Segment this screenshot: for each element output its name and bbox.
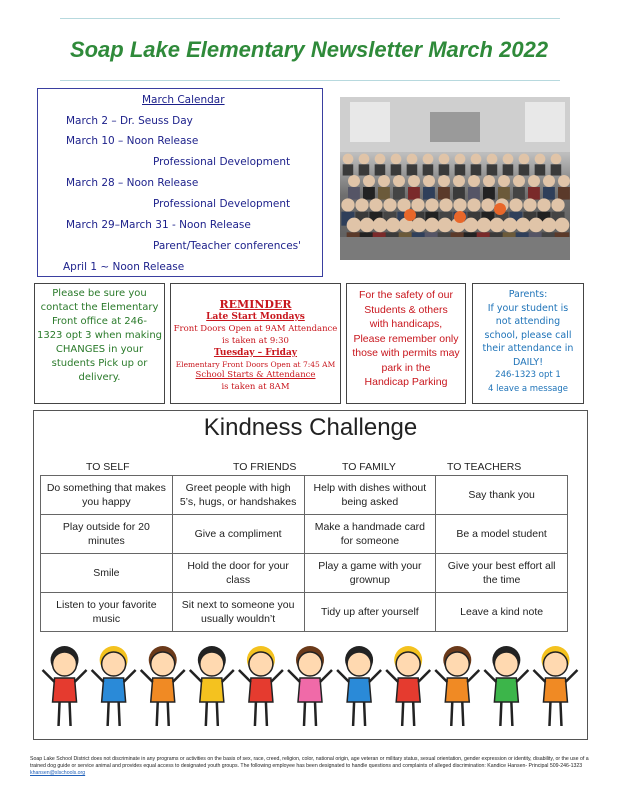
parents-line: not attending — [495, 316, 561, 327]
table-cell: Help with dishes without being asked — [304, 476, 436, 515]
students-group-photo — [340, 97, 570, 260]
pickup-line: students Pick up or — [51, 358, 148, 369]
kid-figure — [239, 646, 283, 726]
table-row — [41, 554, 568, 593]
calendar-heading: March Calendar — [142, 94, 225, 106]
handicap-line: park in the — [381, 361, 431, 374]
column-header: TO TEACHERS — [447, 461, 522, 473]
photo-illustration — [340, 97, 570, 260]
late-start-doors: Front Doors Open at 9AM Attendance — [173, 324, 338, 334]
calendar-line: March 29–March 31 - Noon Release — [66, 219, 251, 231]
table-cell: Give a compliment — [172, 515, 304, 554]
table-cell: Tidy up after yourself — [304, 593, 436, 632]
kid-figure — [337, 646, 381, 726]
handicap-line: Handicap Parking — [364, 376, 448, 388]
kid-figure — [288, 646, 332, 726]
pickup-line: Front office at 246- — [51, 316, 147, 327]
pickup-line: delivery. — [78, 372, 121, 383]
table-cell: Say thank you — [436, 476, 568, 515]
kid-figure — [484, 646, 528, 726]
column-header: TO FRIENDS — [233, 461, 297, 473]
weekday-doors: Elementary Front Doors Open at 7:45 AM — [175, 360, 336, 369]
handicap-line: with handicaps, — [369, 318, 443, 330]
late-start-attendance: is taken at 9:30 — [222, 336, 289, 346]
parents-line: 4 leave a message — [488, 383, 568, 394]
calendar-line: Parent/Teacher conferences' — [153, 240, 302, 252]
pickup-line: 1323 opt 3 when making — [36, 330, 163, 341]
table-cell: Leave a kind note — [436, 593, 568, 632]
reminder-heading: REMINDER — [219, 298, 292, 311]
footer-email-link[interactable]: khansen@slschools.org — [30, 770, 86, 776]
kindness-title: Kindness Challenge — [203, 414, 418, 441]
handicap-line: those with permits may — [352, 347, 460, 359]
pickup-notice-box — [34, 283, 165, 404]
handicap-line: Please remember only — [353, 332, 459, 345]
kindness-grid — [40, 475, 568, 632]
table-cell: Hold the door for your class — [172, 554, 304, 593]
column-header: TO FAMILY — [342, 461, 396, 473]
weekday-heading: Tuesday – Friday — [213, 348, 298, 358]
kid-figure — [141, 646, 185, 726]
calendar-line: Professional Development — [153, 198, 291, 210]
pickup-line: Please be sure you — [52, 288, 147, 299]
nondiscrimination-footer — [30, 756, 590, 777]
parents-line: DAILY! — [512, 356, 544, 368]
calendar-line: March 2 – Dr. Seuss Day — [66, 115, 193, 127]
kid-figure — [190, 646, 234, 726]
parents-line: 246-1323 opt 1 — [495, 370, 561, 380]
calendar-line: Professional Development — [153, 156, 291, 168]
pickup-line: contact the Elementary — [40, 302, 159, 313]
parents-line: their attendance in — [482, 343, 574, 354]
handicap-notice-box — [346, 283, 466, 404]
kids-illustration — [40, 640, 580, 735]
table-cell: Listen to your favorite music — [41, 593, 173, 632]
table-cell: Smile — [41, 554, 173, 593]
table-row — [41, 515, 568, 554]
school-starts: School Starts & Attendance — [195, 370, 316, 380]
parents-line: If your student is — [487, 302, 569, 314]
kid-figure — [435, 646, 479, 726]
top-rule — [60, 18, 560, 19]
calendar-line: March 28 – Noon Release — [66, 177, 199, 189]
table-row — [41, 593, 568, 632]
handicap-line: For the safety of our — [359, 289, 453, 301]
weekday-attendance: is taken at 8AM — [221, 382, 290, 392]
handicap-line: Students & others — [364, 303, 448, 316]
kid-figure — [92, 646, 136, 726]
parents-line: Parents: — [508, 289, 548, 300]
pickup-line: CHANGES in your — [55, 344, 144, 355]
footer-text: Soap Lake School District does not discriminate in any programs or activities on the basis of sex, race, creed, religion, color, national origin, age veteran or military status, sexual orientation, gender expression or identity, disability, or the use of a trained dog guide or service animal and provides equal access to designated youth groups. The following employee has been designated to handle questions and complaints of alleged discrimination: Kandice Hansen- Principal 509-246-1323 — [30, 756, 589, 769]
table-cell: Greet people with high 5’s, hugs, or handshakes — [172, 476, 304, 515]
kid-figure — [533, 646, 577, 726]
calendar-line: April 1 ~ Noon Release — [63, 261, 185, 273]
table-cell: Be a model student — [436, 515, 568, 554]
parents-notice-box — [472, 283, 584, 404]
title-rule — [60, 80, 560, 81]
table-row — [41, 476, 568, 515]
column-header: TO SELF — [86, 461, 130, 473]
table-cell: Make a handmade card for someone — [304, 515, 436, 554]
newsletter-title: Soap Lake Elementary Newsletter March 2022 — [69, 37, 549, 62]
kid-figure — [386, 646, 430, 726]
reminder-box — [170, 283, 341, 404]
calendar-line: March 10 – Noon Release — [66, 135, 199, 147]
table-cell: Sit next to someone you usually wouldn’t — [172, 593, 304, 632]
table-cell: Give your best effort all the time — [436, 554, 568, 593]
table-cell: Play a game with your grownup — [304, 554, 436, 593]
late-start-heading: Late Start Mondays — [206, 312, 305, 322]
parents-line: school, please call — [484, 329, 572, 341]
table-cell: Do something that makes you happy — [41, 476, 173, 515]
table-cell: Play outside for 20 minutes — [41, 515, 173, 554]
kid-figure — [43, 646, 87, 726]
